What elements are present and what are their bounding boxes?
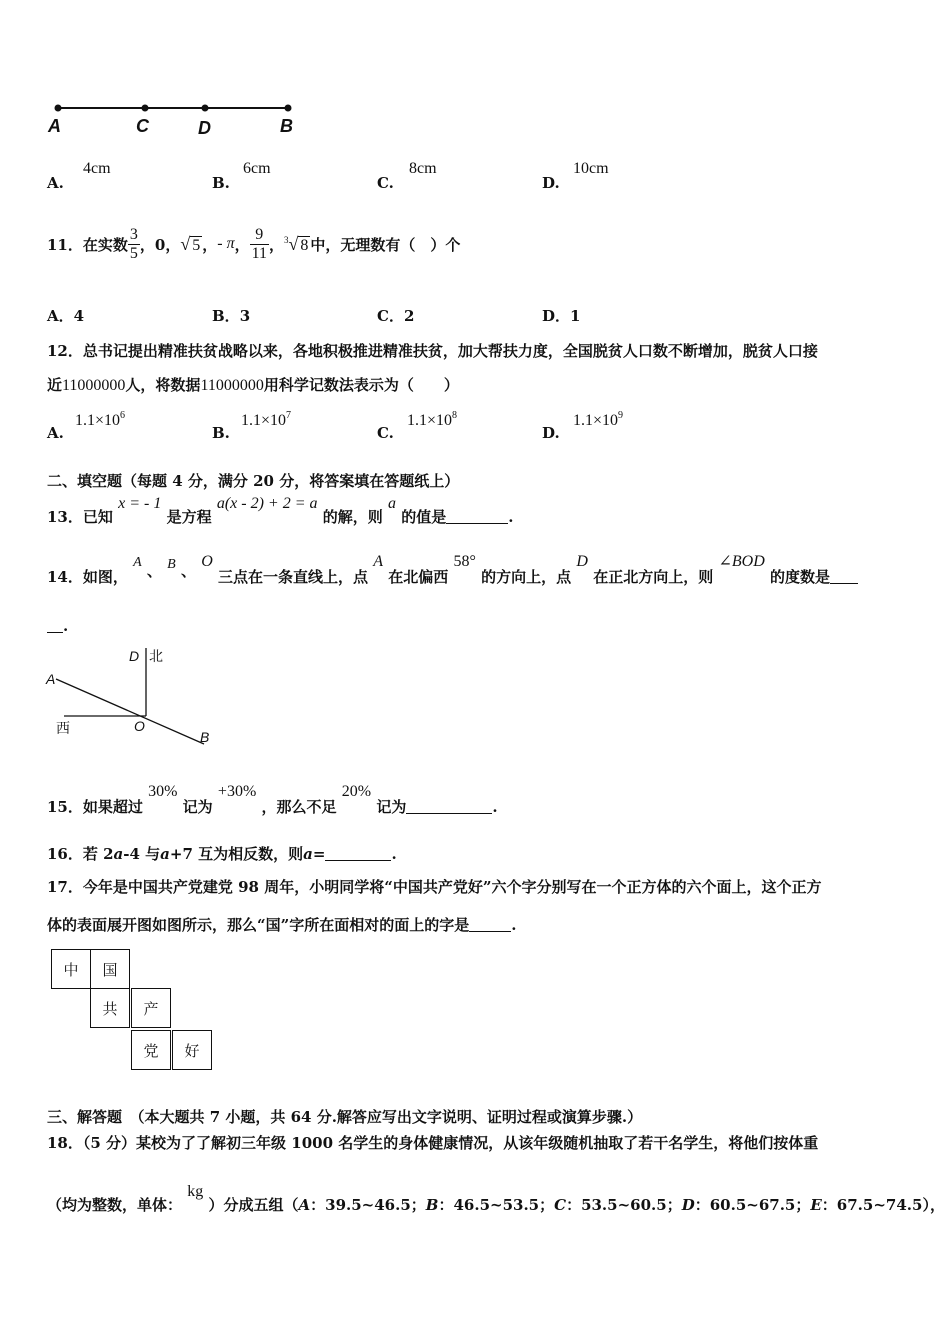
q12-text: 近 xyxy=(47,376,63,394)
option-letter: C． xyxy=(377,307,404,325)
sci-exponent: 9 xyxy=(618,410,624,421)
group-range: ：67.5~74.5 xyxy=(821,1196,923,1214)
q12-option-a-letter: A. xyxy=(47,424,64,442)
point-b xyxy=(285,105,292,112)
option-value: 2 xyxy=(403,307,415,325)
cbrt-index: 3 xyxy=(284,234,289,245)
compass-label-north: 北 xyxy=(149,649,163,665)
q12-options xyxy=(47,410,907,442)
q13-stem xyxy=(47,492,513,526)
q13-var-a: a xyxy=(388,495,396,512)
q10-options xyxy=(47,160,907,200)
q11-cbrt8: 3 √ 8 xyxy=(284,233,309,254)
segment-label-b: B xyxy=(280,116,293,136)
q12-option-d-letter: D. xyxy=(542,424,560,442)
q15-period: . xyxy=(492,798,498,816)
net-cell-guo: 国 xyxy=(90,949,130,989)
q16-text: 16．若 2 xyxy=(47,845,114,863)
group-key: A xyxy=(298,1196,311,1214)
q15-stem xyxy=(47,780,498,816)
q12-text: 人，将数据 xyxy=(125,376,201,394)
q17-answer-blank[interactable] xyxy=(469,917,511,932)
q13-answer-blank[interactable] xyxy=(446,509,508,524)
q11-sep: ， xyxy=(269,235,285,254)
net-cell-gong: 共 xyxy=(90,988,130,1028)
point-c xyxy=(142,105,149,112)
q11-fraction-3-5 xyxy=(128,226,140,263)
sci-base: 1.1×10 xyxy=(407,412,453,429)
q14-point-d: D xyxy=(576,553,588,570)
q11-text-post: 中，无理数有（ ）个 xyxy=(310,235,461,254)
q16-text: -4 与 xyxy=(123,845,161,863)
q16-var: a xyxy=(160,845,170,863)
segment-label-a: A xyxy=(48,116,61,136)
q16-text: = xyxy=(312,845,326,863)
q15-text: 15．如果超过 xyxy=(47,798,143,816)
compass-label-b: B xyxy=(200,729,210,745)
q12-number: 11000000 xyxy=(200,377,264,394)
segment-label-c: C xyxy=(136,116,149,136)
q14-text: 的度数是 xyxy=(769,568,830,586)
q14-stem xyxy=(47,550,858,586)
q17-line2 xyxy=(47,914,517,935)
q14-text: 三点在一条直线上，点 xyxy=(218,568,369,586)
q11-option-b xyxy=(212,305,250,326)
compass-label-a: A xyxy=(46,671,56,687)
q11-option-c xyxy=(377,305,414,326)
q14-angle-58: 58° xyxy=(453,553,476,570)
cbrt-radicand: 8 xyxy=(300,236,309,254)
q11-neg-pi: - π xyxy=(217,235,235,252)
q18-text: （均为整数，单体： xyxy=(47,1196,183,1214)
q14-answer-line2 xyxy=(47,617,68,635)
option-letter: D． xyxy=(542,307,571,325)
sci-exponent: 7 xyxy=(286,410,292,421)
group-key: D xyxy=(681,1196,695,1214)
segment-label-d: D xyxy=(198,118,211,138)
q11-stem xyxy=(47,222,460,266)
q16-var: a xyxy=(113,845,124,863)
q14-answer-blank-cont[interactable] xyxy=(47,618,63,633)
q14-point-o: O xyxy=(201,553,213,570)
q15-value-plus30: +30% xyxy=(217,783,257,800)
q10-option-b-letter: B. xyxy=(212,174,230,192)
q18-line2 xyxy=(47,1180,945,1216)
q17-text: 体的表面展开图如图所示，那么“国”字所在面相对的面上的字是 xyxy=(47,916,470,934)
sqrt-radicand: 5 xyxy=(192,236,201,254)
q14-point-a: A xyxy=(373,553,384,570)
q12-option-c-value xyxy=(407,410,457,430)
q13-period: . xyxy=(508,508,514,526)
net-cell-zhong: 中 xyxy=(51,949,91,989)
q13-text: 13．已知 xyxy=(47,508,113,526)
sci-base: 1.1×10 xyxy=(573,412,619,429)
net-cell-hao: 好 xyxy=(172,1030,212,1070)
q15-text: 记为 xyxy=(376,798,407,816)
q10-option-a-letter: A. xyxy=(47,174,64,192)
q11-option-a xyxy=(47,305,84,326)
q15-text: 记为 xyxy=(182,798,213,816)
q15-value-30: 30% xyxy=(148,783,178,800)
q11-option-d xyxy=(542,305,580,326)
group-key: C xyxy=(554,1196,567,1214)
q11-sep: ， xyxy=(202,235,218,254)
q12-line1: 12．总书记提出精准扶贫战略以来，各地积极推进精准扶贫，加大帮扶力度，全国脱贫人口数不断增加，脱贫人口接 xyxy=(47,342,818,360)
q11-number: 11． xyxy=(47,235,83,254)
option-value: 3 xyxy=(239,307,251,325)
q13-text: 的解，则 xyxy=(322,508,383,526)
q10-option-a-value: 4cm xyxy=(83,160,111,177)
group-range: ：46.5~53.5； xyxy=(438,1196,555,1214)
compass-label-west: 西 xyxy=(56,721,70,737)
q12-option-a-value xyxy=(75,410,125,430)
point-a xyxy=(55,105,62,112)
q16-stem xyxy=(47,843,397,864)
section-2-heading: 二、填空题（每题 4 分，满分 20 分，将答案填在答题纸上） xyxy=(47,472,460,490)
q10-option-c-letter: C. xyxy=(377,174,394,192)
q14-angle-bod: ∠BOD xyxy=(718,553,765,570)
group-key: B xyxy=(425,1196,439,1214)
q15-answer-blank[interactable] xyxy=(406,799,492,814)
q16-period: . xyxy=(391,845,397,863)
q16-answer-blank[interactable] xyxy=(325,846,391,861)
q10-option-c-value: 8cm xyxy=(409,160,437,177)
q11-text-pre: 在实数 xyxy=(82,235,128,254)
q13-text: 的值是 xyxy=(401,508,447,526)
q15-text: ，那么不足 xyxy=(261,798,337,816)
q14-sep: 、 xyxy=(146,562,162,580)
q12-option-b-letter: B. xyxy=(212,424,230,442)
q12-option-d-value xyxy=(573,410,623,430)
q11-options xyxy=(47,305,907,325)
q10-option-d-letter: D. xyxy=(542,174,560,192)
q13-equation: a(x - 2) + 2 = a xyxy=(216,495,318,512)
q18-text: ）， xyxy=(922,1196,945,1214)
point-d xyxy=(202,105,209,112)
net-cell-dang: 党 xyxy=(131,1030,171,1070)
q16-var: a xyxy=(303,845,313,863)
q14-period: . xyxy=(63,617,69,635)
q14-text: 14．如图， xyxy=(47,568,128,586)
q13-text: 是方程 xyxy=(166,508,212,526)
q17-line1: 17．今年是中国共产党建党 98 周年，小明同学将“中国共产党好”六个字分别写在一个正方体的六个面上，这个正方 xyxy=(47,878,822,896)
compass-label-d: D xyxy=(129,648,140,664)
q18-groups xyxy=(208,1196,944,1214)
sci-exponent: 6 xyxy=(120,410,126,421)
q14-sep: 、 xyxy=(180,562,196,580)
q11-fraction-9-11 xyxy=(250,226,269,263)
group-key: E xyxy=(810,1196,822,1214)
q18-text: ）分成五组（ xyxy=(208,1196,299,1214)
q16-text: +7 互为相反数，则 xyxy=(169,845,304,863)
q12-option-b-value xyxy=(241,410,291,430)
option-value: 1 xyxy=(570,307,581,325)
q14-point-a: A xyxy=(133,555,142,570)
option-letter: A． xyxy=(47,307,74,325)
group-range: ：39.5~46.5； xyxy=(310,1196,426,1214)
q11-sep: ，0， xyxy=(139,235,181,254)
net-cell-chan: 产 xyxy=(131,988,171,1028)
q15-value-20: 20% xyxy=(341,783,372,800)
fraction-denominator: 11 xyxy=(251,244,267,262)
q12-option-c-letter: C. xyxy=(377,424,394,442)
group-range: ：53.5~60.5； xyxy=(566,1196,682,1214)
option-value: 4 xyxy=(73,307,85,325)
q18-line1: 18．（5 分）某校为了了解初三年级 1000 名学生的身体健康情况，从该年级随机抽取了若干名学生，将他们按体重 xyxy=(47,1134,819,1152)
fraction-numerator: 9 xyxy=(250,226,269,245)
q12-text: 用科学记数法表示为（ ） xyxy=(263,376,459,394)
q14-point-b: B xyxy=(167,557,176,572)
option-letter: B． xyxy=(212,307,240,325)
section-3-heading: 三、解答题 （本大题共 7 小题，共 64 分.解答应写出文字说明、证明过程或演算步骤.） xyxy=(47,1108,643,1126)
q12-number: 11000000 xyxy=(62,377,126,394)
q17-period: . xyxy=(511,916,517,934)
line-ab xyxy=(56,679,204,744)
group-range: ：60.5~67.5； xyxy=(694,1196,811,1214)
q10-option-d-value: 10cm xyxy=(573,160,609,177)
q14-answer-blank[interactable] xyxy=(830,569,858,584)
q11-sqrt5: √ 5 xyxy=(180,233,201,254)
q14-text: 在正北方向上，则 xyxy=(593,568,714,586)
sci-exponent: 8 xyxy=(452,410,458,421)
segment-figure xyxy=(40,95,310,145)
q11-sep: ， xyxy=(234,235,250,254)
q13-x-equals: x = - 1 xyxy=(118,495,162,512)
q18-unit-kg: kg xyxy=(187,1183,204,1200)
fraction-denominator: 5 xyxy=(129,244,138,262)
q10-option-b-value: 6cm xyxy=(243,160,271,177)
sci-base: 1.1×10 xyxy=(75,412,121,429)
compass-label-o: O xyxy=(134,718,145,734)
fraction-numerator: 3 xyxy=(129,225,138,243)
sci-base: 1.1×10 xyxy=(241,412,287,429)
q14-text: 在北偏西 xyxy=(388,568,449,586)
q14-text: 的方向上，点 xyxy=(481,568,572,586)
q12-line2 xyxy=(47,374,459,395)
